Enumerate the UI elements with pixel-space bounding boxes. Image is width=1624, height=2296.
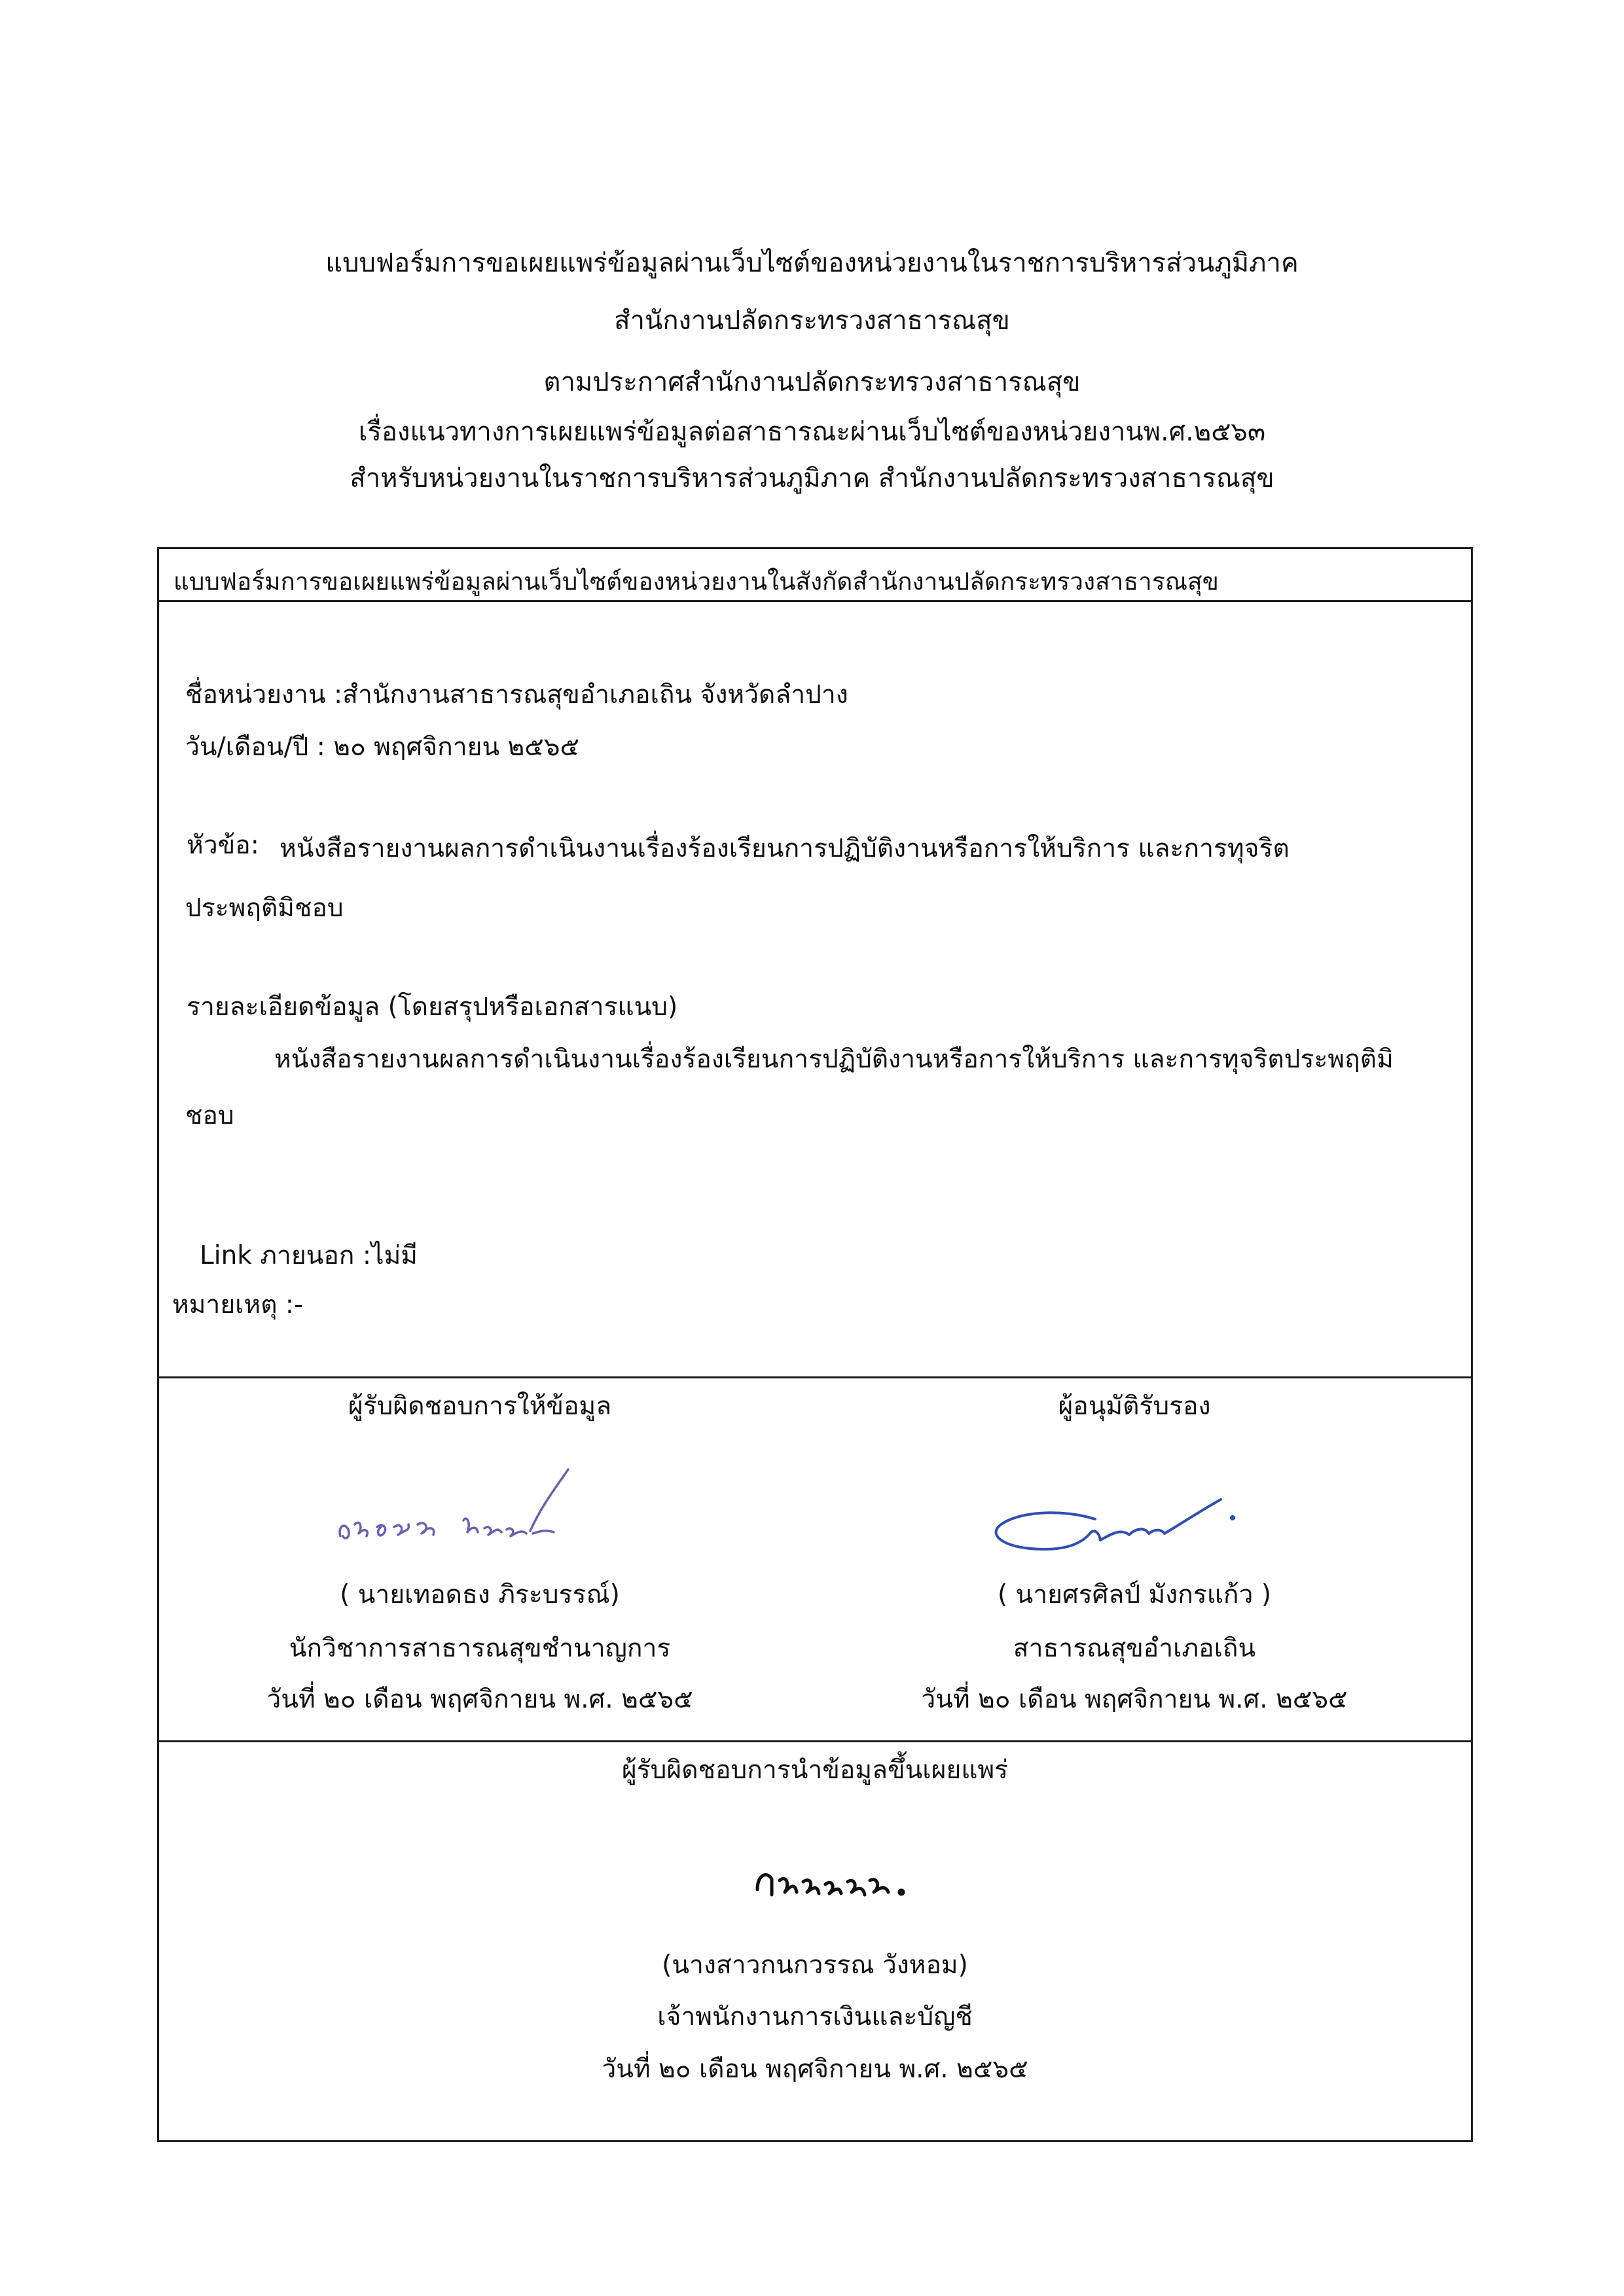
- form-header-line-5: สำหรับหน่วยงานในราชการบริหารส่วนภูมิภาค สำนักงานปลัดกระทรวงสาธารณสุข: [350, 463, 1274, 493]
- form-header-line-3: ตามประกาศสำนักงานปลัดกระทรวงสาธารณสุข: [543, 367, 1081, 397]
- topic-label: หัวข้อ:: [187, 831, 259, 860]
- detail-text: หนังสือรายงานผลการดำเนินงานเรื่องร้องเรียนการปฏิบัติงานหรือการให้บริการ และการทุจริตประพฤติมิ: [274, 1045, 1394, 1074]
- right-signature-image: [984, 1485, 1259, 1564]
- form-header-line-2: สำนักงานปลัดกระทรวงสาธารณสุข: [614, 306, 1010, 336]
- publication-form-table: [157, 547, 1473, 2142]
- right-signer-name: ( นายศรศิลป์ มังกรแก้ว ): [997, 1580, 1272, 1609]
- left-signature-image: [326, 1459, 614, 1557]
- form-header-line-4: เรื่องแนวทางการเผยแพร่ข้อมูลต่อสาธารณะผ่านเว็บไซต์ของหน่วยงานพ.ศ.๒๕๖๓: [358, 417, 1266, 447]
- form-title: แบบฟอร์มการขอเผยแพร่ข้อมูลผ่านเว็บไซต์ของหน่วยงานในสังกัดสำนักงานปลัดกระทรวงสาธารณสุข: [173, 567, 1219, 596]
- publisher-signature-image: [748, 1852, 918, 1910]
- signature-section-divider: [159, 1376, 1471, 1378]
- left-signer-role: ผู้รับผิดชอบการให้ข้อมูล: [348, 1391, 612, 1421]
- right-signer-date: วันที่ ๒๐ เดือน พฤศจิกายน พ.ศ. ๒๕๖๕: [921, 1685, 1348, 1714]
- title-divider: [159, 600, 1471, 602]
- external-link: Link ภายนอก :ไม่มี: [200, 1241, 418, 1270]
- publisher-position: เจ้าพนักงานการเงินและบัญชี: [657, 2002, 973, 2032]
- right-signer-role: ผู้อนุมัติรับรอง: [1058, 1391, 1211, 1421]
- left-signer-position: นักวิชาการสาธารณสุขชำนาญการ: [289, 1634, 671, 1663]
- left-signer-date: วันที่ ๒๐ เดือน พฤศจิกายน พ.ศ. ๒๕๖๕: [266, 1685, 693, 1714]
- detail-label: รายละเอียดข้อมูล (โดยสรุปหรือเอกสารแนบ): [187, 992, 678, 1022]
- topic-text: หนังสือรายงานผลการดำเนินงานเรื่องร้องเรียนการปฏิบัติงานหรือการให้บริการ และการทุจริต: [280, 834, 1290, 863]
- agency-name: ชื่อหน่วยงาน :สำนักงานสาธารณสุขอำเภอเถิน จังหวัดลำปาง: [185, 680, 848, 709]
- form-header-line-1: แบบฟอร์มการขอเผยแพร่ข้อมูลผ่านเว็บไซต์ของหน่วยงานในราชการบริหารส่วนภูมิภาค: [325, 248, 1299, 278]
- topic-text-continued: ประพฤติมิชอบ: [185, 893, 344, 923]
- publisher-date: วันที่ ๒๐ เดือน พฤศจิกายน พ.ศ. ๒๕๖๕: [602, 2054, 1028, 2084]
- publisher-section-divider: [159, 1740, 1471, 1742]
- publisher-role: ผู้รับผิดชอบการนำข้อมูลขึ้นเผยแพร่: [621, 1755, 1009, 1785]
- detail-text-continued: ชอบ: [185, 1101, 234, 1130]
- submission-date: วัน/เดือน/ปี : ๒๐ พฤศจิกายน ๒๕๖๕: [185, 732, 580, 762]
- right-signer-position: สาธารณสุขอำเภอเถิน: [1013, 1634, 1256, 1663]
- remarks: หมายเหตุ :-: [172, 1290, 304, 1319]
- publisher-name: (นางสาวกนกวรรณ วังหอม): [662, 1950, 968, 1980]
- left-signer-name: ( นายเทอดธง ภิระบรรณ์): [340, 1580, 620, 1609]
